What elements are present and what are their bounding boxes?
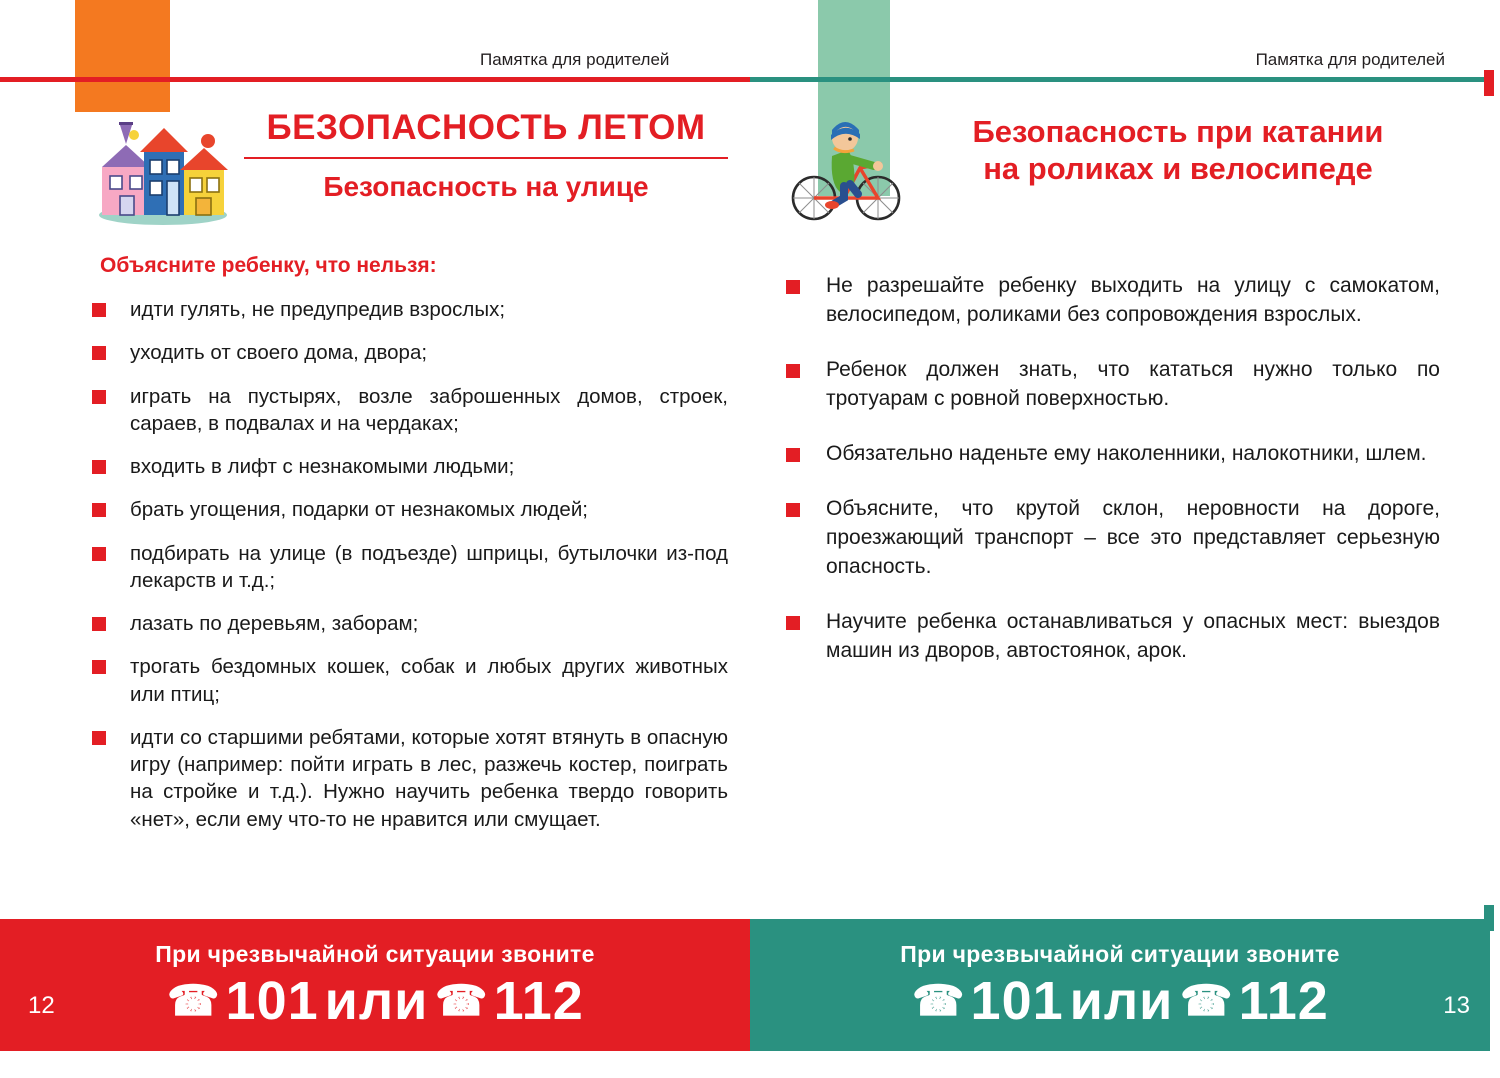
bullet-square-icon xyxy=(92,503,106,517)
right-bullet-list xyxy=(780,272,1440,666)
emergency-conjunction: или xyxy=(1069,971,1174,1031)
list-item-text: Объясните, что крутой склон, неровности на дороге, проезжающий транспорт – все это представляет серьезную опасность. xyxy=(826,496,1440,578)
bullet-square-icon xyxy=(92,346,106,360)
bullet-square-icon xyxy=(92,660,106,674)
page-number-left: 12 xyxy=(28,992,55,1019)
list-item-text: входить в лифт с незнакомыми людьми; xyxy=(130,455,515,478)
emergency-number-101: 101 xyxy=(970,971,1064,1031)
list-item-text: Обязательно наденьте ему наколенники, налокотники, шлем. xyxy=(826,441,1427,465)
left-bullet-list xyxy=(88,296,728,833)
list-item xyxy=(88,339,728,366)
header-rule-right xyxy=(750,77,1490,82)
right-page-titles xyxy=(916,100,1440,187)
intro-text: Объясните ребенку, что нельзя: xyxy=(100,254,437,277)
list-item-text: Научите ребенка останавливаться у опасных мест: выездов машин из дворов, автостоянок, арок. xyxy=(826,609,1440,662)
left-page-content xyxy=(88,100,728,849)
bullet-square-icon xyxy=(92,617,106,631)
list-item-text: Ребенок должен знать, что кататься нужно только по тротуарам с ровной поверхностью. xyxy=(826,357,1440,410)
phone-handset-icon: ☎ xyxy=(166,977,220,1024)
list-item-text: уходить от своего дома, двора; xyxy=(130,341,428,365)
left-page-titles xyxy=(244,100,728,203)
title-underline xyxy=(244,157,728,159)
list-item xyxy=(88,653,728,708)
emergency-footer-left xyxy=(0,919,750,1051)
right-page-content xyxy=(780,100,1440,692)
phone-handset-icon: ☎ xyxy=(911,977,965,1024)
list-item xyxy=(88,453,728,480)
emergency-number-112: 112 xyxy=(1238,971,1329,1031)
list-item xyxy=(780,272,1440,330)
list-item xyxy=(88,610,728,637)
cyclist-illustration xyxy=(780,100,910,220)
bullet-square-icon xyxy=(92,460,106,474)
phone-handset-icon: ☎ xyxy=(1179,977,1233,1024)
list-item-text: брать угощения, подарки от незнакомых людей; xyxy=(130,498,588,522)
emergency-number-101: 101 xyxy=(225,971,319,1031)
house-illustration-svg xyxy=(88,112,238,227)
page-number-right: 13 xyxy=(1443,992,1470,1019)
list-item-text: трогать бездомных кошек, собак и любых других животных или птиц; xyxy=(130,655,728,706)
list-item-text: играть на пустырях, возле заброшенных домов, строек, сараев, в подвалах и на чердаках; xyxy=(130,384,728,435)
house-illustration xyxy=(88,100,238,220)
bullet-square-icon xyxy=(786,503,800,517)
header-rule-left xyxy=(0,77,750,82)
list-item-text: лазать по деревьям, заборам; xyxy=(130,612,419,635)
list-item xyxy=(780,440,1440,469)
list-item xyxy=(780,356,1440,414)
list-item-text: Не разрешайте ребенку выходить на улицу с самокатом, велосипедом, роликами без сопровождения взрослых. xyxy=(826,274,1440,326)
bullet-square-icon xyxy=(92,303,106,317)
list-item-text: идти со старшими ребятами, которые хотят втянуть в опасную игру (например: пойти играть в лес, разжечь костер, поиграть на стройке и т.д.). Нужно научить ребенка твердо говорить «нет», если ему что-то не нравится или смущает. xyxy=(130,725,728,831)
running-head-right: Памятка для родителей xyxy=(1255,50,1445,69)
list-item xyxy=(88,296,728,323)
emergency-footer-right xyxy=(750,919,1490,1051)
list-item xyxy=(780,495,1440,582)
corner-mark-top-right xyxy=(1484,70,1494,96)
page-title-line-2: на роликах и велосипеде xyxy=(983,150,1373,186)
list-item xyxy=(88,724,728,833)
emergency-call-label: При чрезвычайной ситуации звоните xyxy=(900,941,1340,967)
page-title-line-1: Безопасность при катании xyxy=(972,114,1384,149)
emergency-conjunction: или xyxy=(324,971,429,1031)
bullet-square-icon xyxy=(786,364,800,378)
bullet-square-icon xyxy=(92,731,106,745)
bullet-square-icon xyxy=(92,390,106,404)
emergency-numbers xyxy=(750,970,1490,1032)
list-item xyxy=(88,540,728,595)
list-item xyxy=(88,383,728,438)
emergency-numbers xyxy=(0,970,750,1032)
left-page-header xyxy=(88,100,728,220)
emergency-call-label: При чрезвычайной ситуации звоните xyxy=(155,941,595,967)
list-item xyxy=(780,608,1440,666)
page-subtitle: Безопасность на улице xyxy=(323,170,649,202)
running-head-left: Памятка для родителей xyxy=(480,50,670,69)
list-item-text: идти гулять, не предупредив взрослых; xyxy=(130,298,506,321)
list-item xyxy=(88,496,728,523)
decorative-orange-block xyxy=(75,0,170,112)
emergency-number-112: 112 xyxy=(493,971,584,1031)
bullet-square-icon xyxy=(786,616,800,630)
bullet-square-icon xyxy=(92,547,106,561)
bullet-square-icon xyxy=(786,448,800,462)
cyclist-illustration-svg xyxy=(786,106,911,226)
bullet-square-icon xyxy=(786,280,800,294)
phone-handset-icon: ☎ xyxy=(434,977,488,1024)
list-item-text: подбирать на улице (в подъезде) шприцы, бутылочки из-под лекарств и т.д.; xyxy=(130,541,728,592)
right-page-header xyxy=(780,100,1440,220)
page-title: БЕЗОПАСНОСТЬ ЛЕТОМ xyxy=(266,108,706,147)
